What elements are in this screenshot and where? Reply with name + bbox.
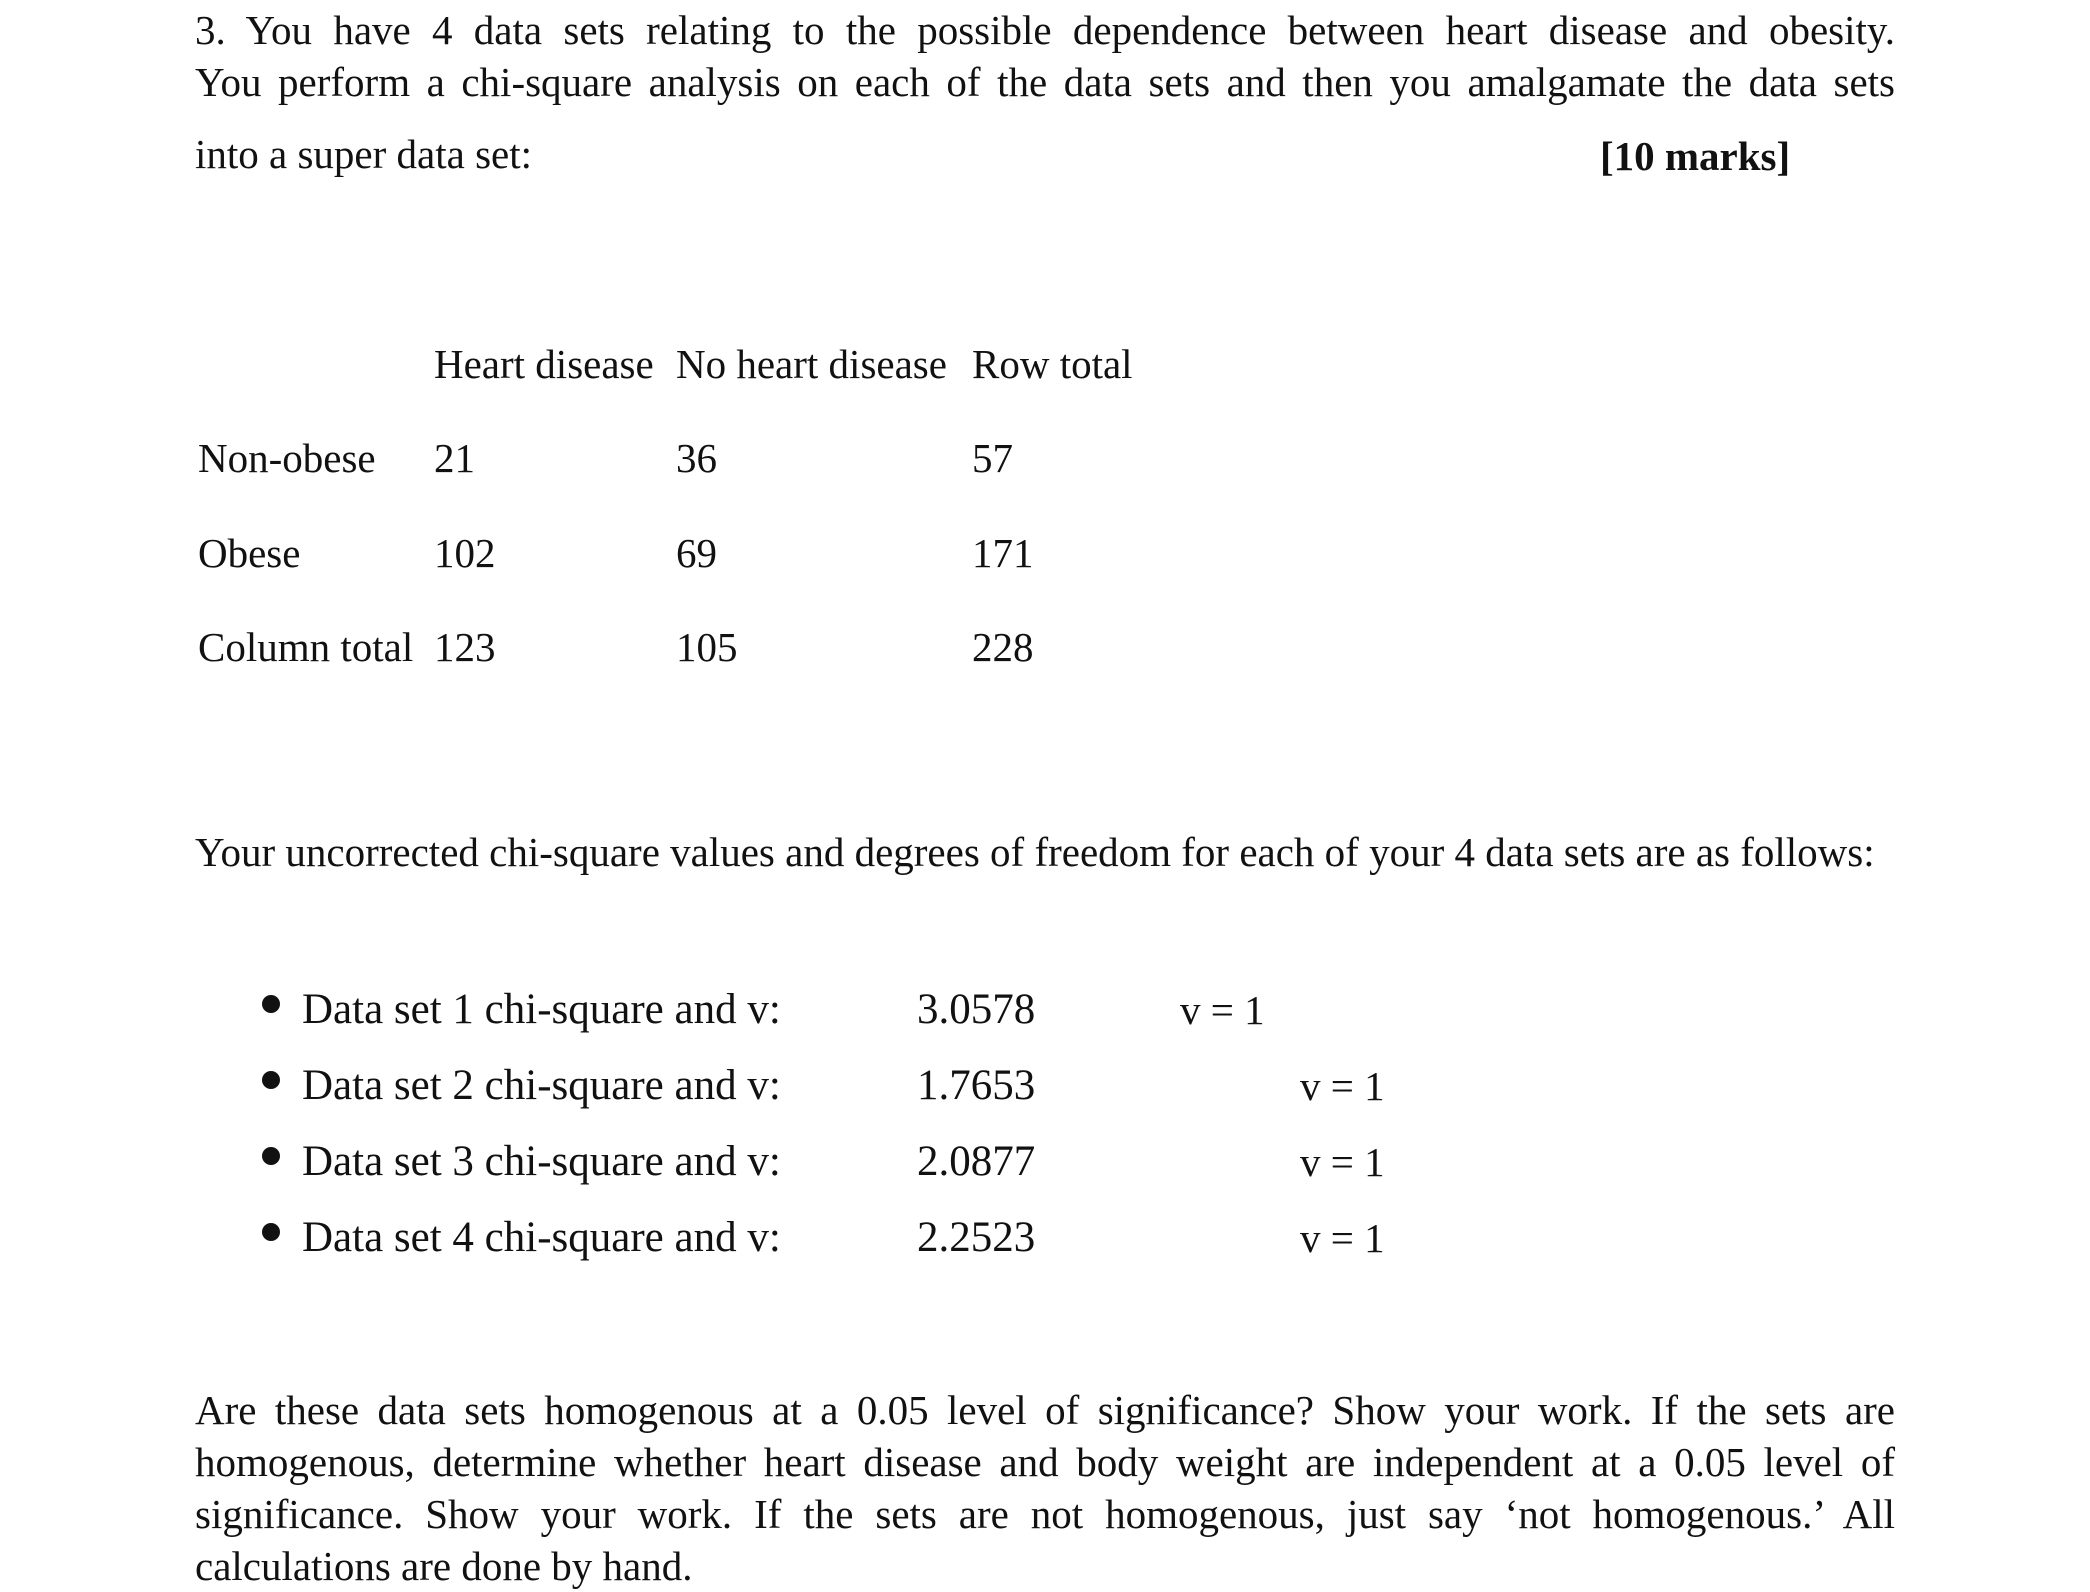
chi-square-value: 1.7653 xyxy=(917,1062,1036,1109)
row-label: Column total xyxy=(198,624,414,670)
list-item xyxy=(0,1056,2090,1116)
degrees-of-freedom: v = 1 xyxy=(1180,987,1265,1033)
intro-line: You perform a chi-square analysis on each of the data sets and then you amalgamate the data sets xyxy=(195,59,1895,105)
column-header: No heart disease xyxy=(676,341,947,387)
data-set-label: Data set 1 chi-square and v: xyxy=(302,986,781,1033)
final-question: Are these data sets homogenous at a 0.05 level of significance? Show your work. If the sets are homogenous, determine whether heart disease and body weight are independent at a 0.05 level of significance. Show your work. If the sets are not homogenous, just say ‘not homogenous.’ All calculations are done by hand. xyxy=(195,1387,1895,1589)
table-cell: 123 xyxy=(434,624,496,670)
list-item xyxy=(0,980,2090,1040)
degrees-of-freedom: v = 1 xyxy=(1300,1215,1385,1261)
data-set-label: Data set 2 chi-square and v: xyxy=(302,1062,781,1109)
row-label: Non-obese xyxy=(198,435,376,481)
degrees-of-freedom: v = 1 xyxy=(1300,1063,1385,1109)
column-header: Heart disease xyxy=(434,341,654,387)
table-cell: 102 xyxy=(434,530,496,576)
chi-square-intro: Your uncorrected chi-square values and degrees of freedom for each of your 4 data sets are as follows: xyxy=(195,829,1875,875)
table-cell: 105 xyxy=(676,624,738,670)
degrees-of-freedom: v = 1 xyxy=(1300,1139,1385,1185)
table-cell: 57 xyxy=(972,435,1013,481)
row-label: Obese xyxy=(198,530,301,576)
marks-label: [10 marks] xyxy=(1600,133,1791,179)
data-set-label: Data set 4 chi-square and v: xyxy=(302,1214,781,1261)
data-set-label: Data set 3 chi-square and v: xyxy=(302,1138,781,1185)
table-cell: 171 xyxy=(972,530,1034,576)
table-cell: 36 xyxy=(676,435,717,481)
table-cell: 21 xyxy=(434,435,475,481)
table-cell: 69 xyxy=(676,530,717,576)
column-header: Row total xyxy=(972,341,1133,387)
table-cell: 228 xyxy=(972,624,1034,670)
intro-line: into a super data set: xyxy=(195,131,533,177)
bullet-icon xyxy=(262,1223,280,1241)
bullet-icon xyxy=(262,995,280,1013)
chi-square-value: 2.0877 xyxy=(917,1138,1036,1185)
bullet-icon xyxy=(262,1071,280,1089)
bullet-icon xyxy=(262,1147,280,1165)
chi-square-value: 2.2523 xyxy=(917,1214,1036,1261)
list-item xyxy=(0,1208,2090,1268)
intro-line: 3. You have 4 data sets relating to the possible dependence between heart disease and obesity. xyxy=(195,7,1895,53)
list-item xyxy=(0,1132,2090,1192)
chi-square-value: 3.0578 xyxy=(917,986,1036,1033)
